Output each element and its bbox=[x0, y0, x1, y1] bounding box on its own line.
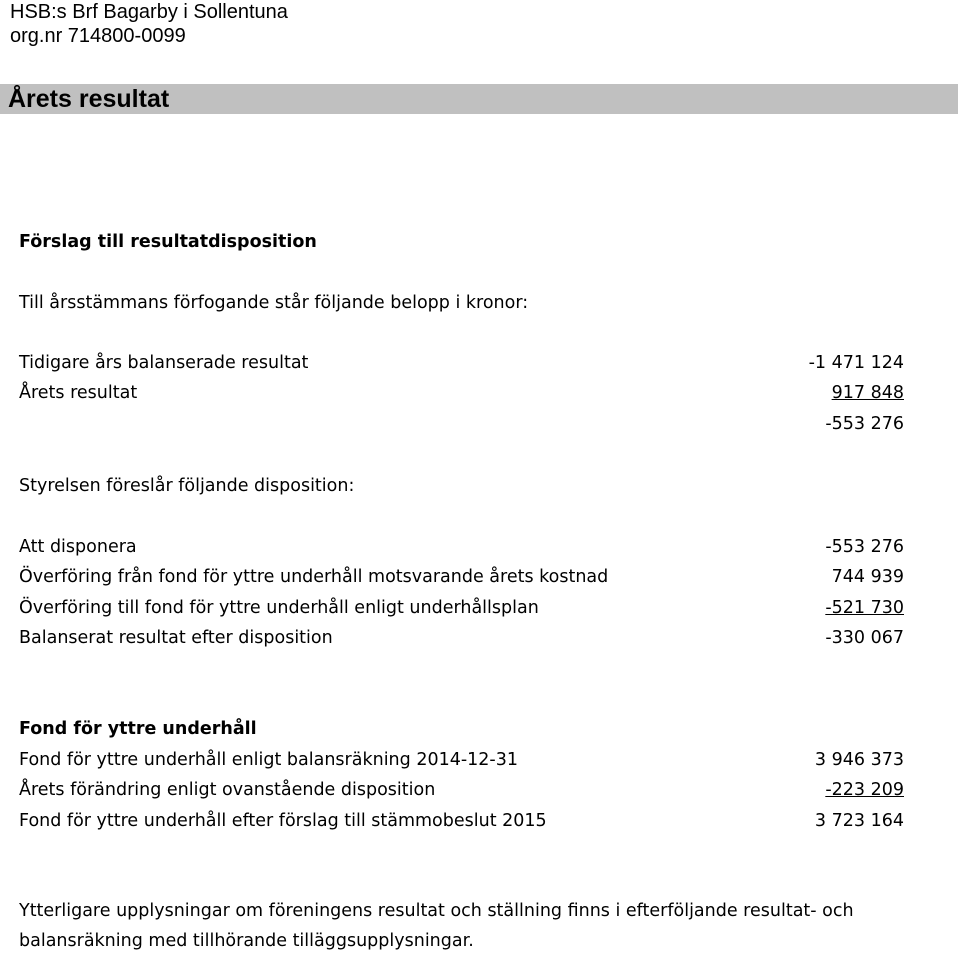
org-name: HSB:s Brf Bagarby i Sollentuna bbox=[10, 1, 288, 23]
footer-line-1: Ytterligare upplysningar om föreningens resultat och ställning finns i efterföljande resultat- och bbox=[19, 901, 854, 921]
fund-balance-value: 3 946 373 bbox=[814, 750, 904, 770]
title-bar bbox=[0, 84, 958, 114]
fund-change-label: Årets förändring enligt ovanstående disposition bbox=[19, 780, 436, 800]
year-result-value: 917 848 bbox=[831, 383, 904, 403]
transfer-from-fund-value: 744 939 bbox=[831, 567, 904, 587]
fund-change-value: -223 209 bbox=[825, 780, 904, 800]
fund-heading: Fond för yttre underhåll bbox=[19, 719, 257, 739]
transfer-to-fund-label: Överföring till fond för yttre underhåll enligt underhållsplan bbox=[19, 598, 539, 618]
year-result-label: Årets resultat bbox=[19, 383, 138, 403]
board-proposal-text: Styrelsen föreslår följande disposition: bbox=[19, 476, 355, 496]
proposal-heading: Förslag till resultatdisposition bbox=[19, 232, 317, 252]
fund-balance-label: Fond för yttre underhåll enligt balansräkning 2014-12-31 bbox=[19, 750, 519, 770]
page-title: Årets resultat bbox=[8, 85, 170, 113]
to-dispose-label: Att disponera bbox=[19, 537, 137, 557]
proposal-total-value: -553 276 bbox=[825, 414, 904, 434]
previous-results-value: -1 471 124 bbox=[808, 353, 904, 373]
proposal-intro: Till årsstämmans förfogande står följande belopp i kronor: bbox=[19, 293, 529, 313]
footer-line-2: balansräkning med tillhörande tilläggsupplysningar. bbox=[19, 931, 474, 951]
balanced-result-value: -330 067 bbox=[825, 628, 904, 648]
to-dispose-value: -553 276 bbox=[825, 537, 904, 557]
transfer-from-fund-label: Överföring från fond för yttre underhåll motsvarande årets kostnad bbox=[19, 567, 609, 587]
fund-after-value: 3 723 164 bbox=[814, 811, 904, 831]
balanced-result-label: Balanserat resultat efter disposition bbox=[19, 628, 333, 648]
previous-results-label: Tidigare års balanserade resultat bbox=[19, 353, 309, 373]
transfer-to-fund-value: -521 730 bbox=[825, 598, 904, 618]
fund-after-label: Fond för yttre underhåll efter förslag till stämmobeslut 2015 bbox=[19, 811, 547, 831]
org-number: org.nr 714800-0099 bbox=[10, 25, 186, 47]
